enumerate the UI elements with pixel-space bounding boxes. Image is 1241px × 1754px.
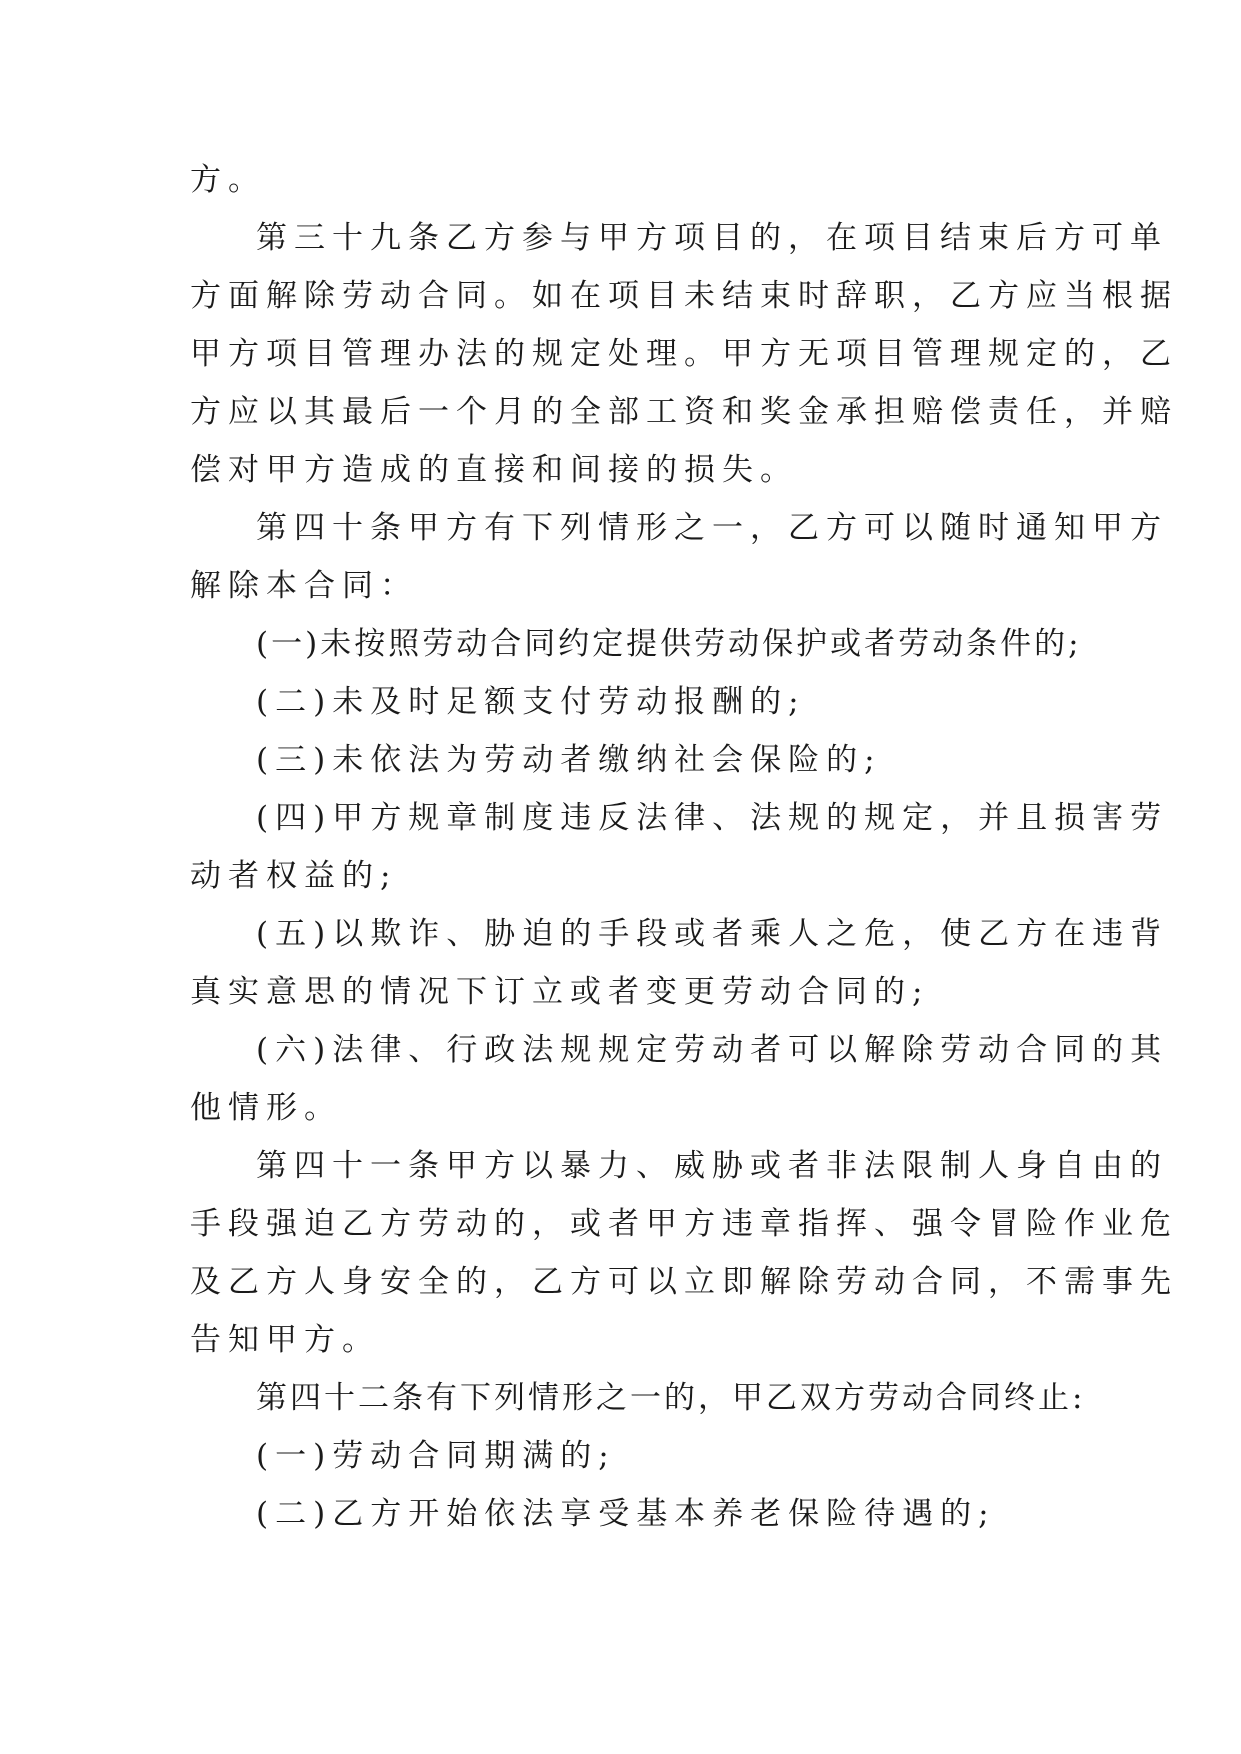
list-item: (二)乙方开始依法享受基本养老保险待遇的;	[256, 1496, 996, 1532]
list-item: (一)劳动合同期满的;	[256, 1438, 616, 1474]
text-line: 偿对甲方造成的直接和间接的损失。	[190, 452, 798, 488]
list-item: (五)以欺诈、胁迫的手段或者乘人之危，使乙方在违背	[256, 916, 1169, 952]
article-41-heading-line: 第四十一条甲方以暴力、威胁或者非法限制人身自由的	[256, 1148, 1168, 1184]
text-line: 手段强迫乙方劳动的，或者甲方违章指挥、强令冒险作业危	[190, 1206, 1178, 1242]
article-42-heading-line: 第四十二条有下列情形之一的，甲乙双方劳动合同终止:	[256, 1380, 1086, 1416]
article-40-heading-line: 第四十条甲方有下列情形之一，乙方可以随时通知甲方	[256, 510, 1168, 546]
text-line: 他情形。	[190, 1090, 342, 1126]
text-line: 真实意思的情况下订立或者变更劳动合同的;	[190, 974, 930, 1010]
text-line: 解除本合同：	[190, 568, 418, 604]
list-item: (一)未按照劳动合同约定提供劳动保护或者劳动条件的;	[256, 626, 1082, 662]
text-line: 方。	[190, 162, 266, 198]
text-line: 方应以其最后一个月的全部工资和奖金承担赔偿责任，并赔	[190, 394, 1178, 430]
article-39-heading-line: 第三十九条乙方参与甲方项目的，在项目结束后方可单	[256, 220, 1168, 256]
list-item: (六)法律、行政法规规定劳动者可以解除劳动合同的其	[256, 1032, 1169, 1068]
text-line: 告知甲方。	[190, 1322, 380, 1358]
list-item: (四)甲方规章制度违反法律、法规的规定，并且损害劳	[256, 800, 1169, 836]
list-item: (三)未依法为劳动者缴纳社会保险的;	[256, 742, 882, 778]
text-line: 方面解除劳动合同。如在项目未结束时辞职，乙方应当根据	[190, 278, 1178, 314]
text-line: 及乙方人身安全的，乙方可以立即解除劳动合同，不需事先	[190, 1264, 1178, 1300]
text-line: 甲方项目管理办法的规定处理。甲方无项目管理规定的，乙	[190, 336, 1178, 372]
list-item: (二)未及时足额支付劳动报酬的;	[256, 684, 806, 720]
text-line: 动者权益的;	[190, 858, 398, 894]
